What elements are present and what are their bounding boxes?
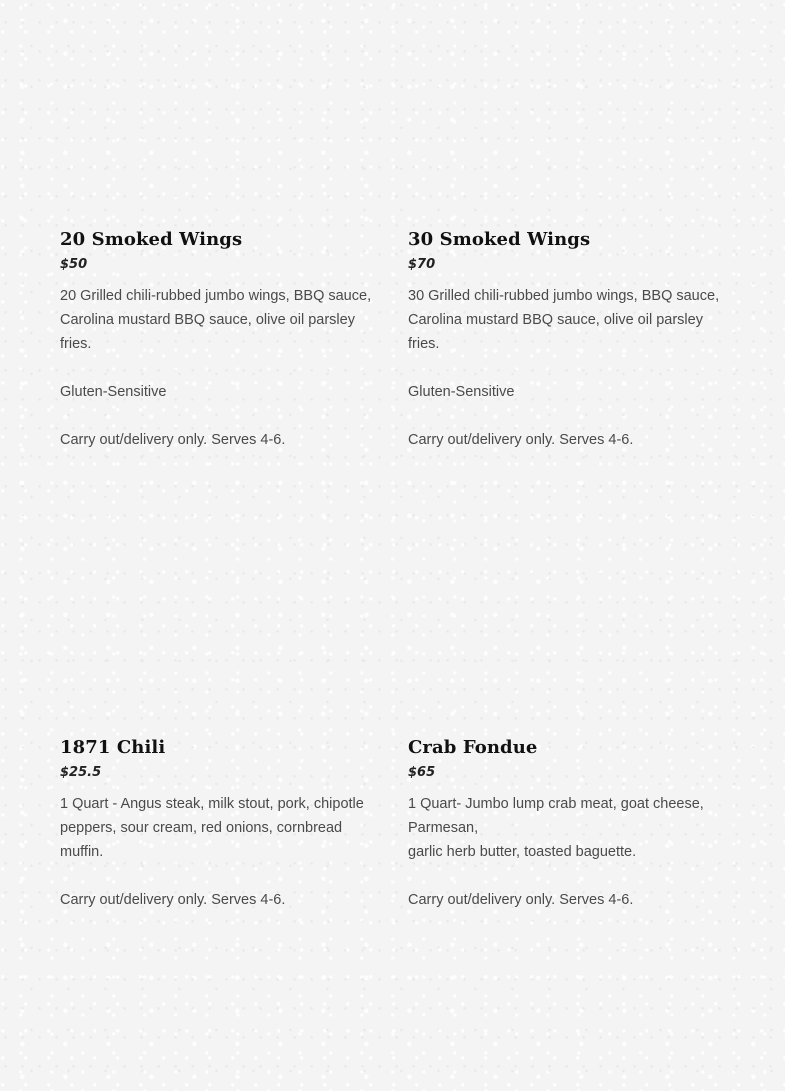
- item-title: 1871 Chili: [60, 737, 166, 758]
- item-price: $25.5: [60, 765, 102, 780]
- item-title: 30 Smoked Wings: [408, 229, 591, 250]
- item-price: $65: [408, 765, 436, 780]
- item-price: $70: [408, 257, 436, 272]
- item-ingredients: 20 Grilled chili-rubbed jumbo wings, BBQ sauce, Carolina mustard BBQ sauce, olive oil parsley fries.: [60, 288, 372, 352]
- item-dietary-note: Gluten-Sensitive: [408, 384, 515, 400]
- item-price: $50: [60, 257, 88, 272]
- item-ingredients-continued: garlic herb butter, toasted baguette.: [408, 844, 637, 860]
- item-title: Crab Fondue: [408, 737, 538, 758]
- item-dietary-note: Gluten-Sensitive: [60, 384, 167, 400]
- menu-item-crab-fondue: [408, 737, 726, 912]
- item-ingredients: 1 Quart - Angus steak, milk stout, pork, chipotle peppers, sour cream, red onions, cornbread muffin.: [60, 796, 364, 860]
- menu-item-1871-chili: [60, 737, 380, 912]
- item-title: 20 Smoked Wings: [60, 229, 243, 250]
- item-description: [408, 284, 726, 452]
- menu-item-30-smoked-wings: [408, 229, 726, 452]
- item-service-note: Carry out/delivery only. Serves 4-6.: [60, 432, 286, 448]
- item-service-note: Carry out/delivery only. Serves 4-6.: [60, 892, 286, 908]
- item-description: [60, 284, 380, 452]
- item-service-note: Carry out/delivery only. Serves 4-6.: [408, 892, 634, 908]
- item-ingredients: 30 Grilled chili-rubbed jumbo wings, BBQ sauce, Carolina mustard BBQ sauce, olive oil parsley fries.: [408, 288, 720, 352]
- item-description: [60, 792, 380, 912]
- item-description: [408, 792, 726, 912]
- item-service-note: Carry out/delivery only. Serves 4-6.: [408, 432, 634, 448]
- item-ingredients: 1 Quart- Jumbo lump crab meat, goat cheese, Parmesan,: [408, 796, 704, 836]
- menu-item-20-smoked-wings: [60, 229, 380, 452]
